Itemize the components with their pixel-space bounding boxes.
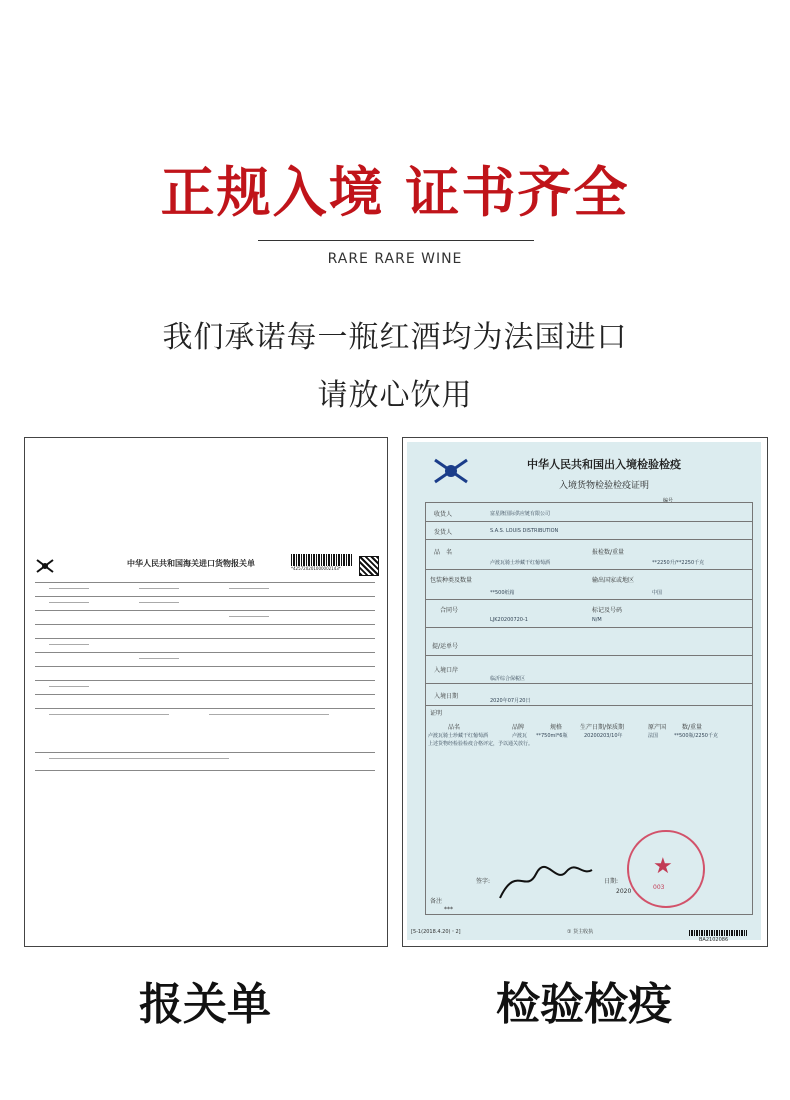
goods-cell-spec: **750ml*6瓶	[536, 733, 568, 739]
value-packaging: **500纸箱	[490, 590, 515, 596]
customs-emblem-icon	[35, 558, 55, 574]
value-port: 临沂综合保税区	[490, 676, 526, 682]
form-rule	[35, 652, 375, 653]
goods-cell-name: 卢渡瓦骑士珍藏干红葡萄酒	[428, 733, 489, 739]
page-title: 正规入境 证书齐全	[160, 160, 630, 224]
copy-label: ① 货主收执	[567, 929, 594, 935]
promise-line-2: 请放心饮用	[317, 378, 473, 413]
form-rule	[35, 666, 375, 667]
goods-cell-origin: 法国	[648, 733, 659, 739]
form-text-line	[139, 602, 179, 603]
label-packaging: 包装种类及数量	[430, 577, 473, 584]
sign-label: 签字:	[476, 878, 491, 885]
customs-declaration-image	[24, 437, 388, 947]
form-rule	[35, 638, 375, 639]
form-text-line	[49, 602, 89, 603]
table-rule	[426, 521, 752, 522]
label-port: 入境口岸	[434, 667, 459, 674]
certificate-number-label: 编号	[663, 498, 674, 504]
remark-value: ***	[444, 906, 453, 913]
value-weight: **2250升/**2250千克	[652, 560, 705, 566]
label-marks: 标记及号码	[592, 607, 623, 614]
table-rule	[426, 539, 752, 540]
goods-cell-qty: **500瓶/2250千克	[674, 733, 718, 739]
signature-icon	[496, 854, 596, 904]
table-rule	[426, 655, 752, 656]
goods-header-brand: 品牌	[512, 724, 525, 731]
form-rule	[35, 770, 375, 771]
goods-header-date: 生产日期/保质期	[580, 724, 625, 731]
goods-cell-brand: 卢渡瓦	[512, 733, 528, 739]
label-weight: 报检数/重量	[592, 549, 625, 556]
label-consignee: 收货人	[434, 511, 453, 518]
table-rule	[426, 627, 752, 628]
value-consignee: 富星隆国际供应链有限公司	[490, 511, 551, 517]
brand-subtitle: RARE RARE WINE	[327, 251, 463, 267]
form-text-line	[229, 588, 269, 589]
date-label: 日期:	[604, 878, 619, 885]
remark-label: 备注	[430, 898, 443, 905]
customs-caption: 报关单	[139, 979, 271, 1030]
form-rule	[35, 596, 375, 597]
form-text-line	[229, 616, 269, 617]
form-rule	[35, 680, 375, 681]
form-text-line	[49, 644, 89, 645]
table-rule	[426, 599, 752, 600]
label-entry-date: 入境日期	[434, 693, 459, 700]
form-rule	[35, 752, 375, 753]
form-code: [5-1(2018.4.20)・2]	[411, 929, 461, 935]
certificate-table	[425, 502, 753, 706]
label-contract: 合同号	[440, 607, 459, 614]
certificate-title: 中华人民共和国出入境检验检疫	[527, 458, 681, 471]
value-contract: LJK20200720-1	[490, 617, 528, 623]
customs-form	[29, 552, 381, 784]
value-consignor: S.A.S. LOUIS DISTRIBUTION	[490, 528, 559, 534]
form-rule	[35, 582, 375, 583]
table-rule	[426, 569, 752, 570]
form-text-line	[49, 686, 89, 687]
form-rule	[35, 624, 375, 625]
form-text-line	[49, 714, 169, 715]
title-divider	[258, 240, 534, 241]
certificate-paper	[407, 442, 761, 943]
proof-label: 证明	[430, 710, 443, 717]
form-rule	[35, 694, 375, 695]
form-text-line	[209, 714, 329, 715]
goods-header-qty: 数/重量	[682, 724, 703, 731]
customs-qr-code	[359, 556, 379, 576]
value-entry-date: 2020年07月20日	[490, 698, 531, 704]
value-product: 卢渡瓦骑士珍藏干红葡萄酒	[490, 560, 551, 566]
form-rule	[35, 708, 375, 709]
label-product: 品 名	[434, 549, 453, 556]
customs-barcode	[291, 554, 353, 566]
label-bill: 提/运单号	[432, 643, 459, 650]
form-text-line	[139, 658, 179, 659]
customs-form-title: 中华人民共和国海关进口货物报关单	[127, 559, 255, 568]
serial-number: BA2102086	[699, 937, 729, 943]
form-text-line	[49, 758, 229, 759]
label-origin: 输出国家或地区	[592, 577, 635, 584]
promise-line-1: 我们承诺每一瓶红酒均为法国进口	[162, 320, 628, 355]
seal-star-icon: ★	[653, 854, 673, 879]
label-consignor: 发货人	[434, 529, 453, 536]
form-text-line	[49, 588, 89, 589]
form-text-line	[139, 588, 179, 589]
quarantine-caption: 检验检疫	[496, 979, 672, 1030]
table-rule	[426, 683, 752, 684]
conclusion-text: 上述货物经检验检疫合格评定，予以通关放行。	[428, 741, 534, 747]
goods-header-spec: 规格	[550, 724, 563, 731]
goods-header-origin: 原产国	[648, 724, 667, 731]
quarantine-certificate-image	[402, 437, 768, 947]
customs-barcode-number: *425720201000002143*	[291, 566, 341, 571]
goods-cell-date: 20200203/10年	[584, 733, 623, 739]
date-value: 2020	[616, 888, 632, 895]
seal-number: 003	[653, 884, 665, 891]
value-marks: N/M	[592, 617, 602, 623]
goods-header-name: 品名	[448, 724, 461, 731]
form-rule	[35, 610, 375, 611]
value-origin: 中国	[652, 590, 663, 596]
official-seal	[627, 830, 705, 908]
proof-section	[425, 704, 753, 915]
certificate-subtitle: 入境货物检验检疫证明	[558, 481, 649, 491]
